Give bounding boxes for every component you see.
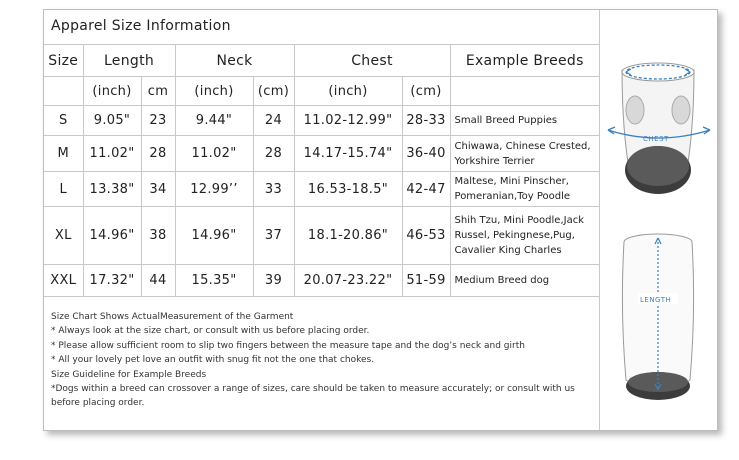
cell-length-inch: 11.02": [83, 136, 141, 172]
header-size: Size: [44, 45, 83, 77]
cell-length-cm: 34: [141, 172, 175, 207]
cell-breeds: Shih Tzu, Mini Poodle,Jack Russel, Pekingnese,Pug, Cavalier King Charles: [450, 207, 599, 265]
cell-neck-cm: 37: [253, 207, 294, 265]
cell-neck-cm: 24: [253, 106, 294, 136]
units-breeds-blank: [450, 77, 599, 106]
cell-size: M: [44, 136, 83, 172]
unit-neck-inch: (inch): [175, 77, 253, 106]
header-length: Length: [83, 45, 175, 77]
cell-chest-inch: 18.1-20.86": [294, 207, 402, 265]
unit-chest-inch: (inch): [294, 77, 402, 106]
measurement-figure-panel: [600, 10, 717, 430]
cell-length-inch: 17.32": [83, 265, 141, 297]
unit-length-inch: (inch): [83, 77, 141, 106]
garment-top-view-icon: [622, 63, 694, 194]
cell-neck-inch: 9.44": [175, 106, 253, 136]
table-row: [44, 265, 599, 297]
cell-size: XL: [44, 207, 83, 265]
cell-length-cm: 23: [141, 106, 175, 136]
header-breeds: Example Breeds: [450, 45, 599, 77]
chest-label: CHEST: [643, 135, 669, 143]
cell-size: XXL: [44, 265, 83, 297]
cell-neck-cm: 33: [253, 172, 294, 207]
size-chart-card: [43, 9, 718, 431]
length-label: LENGTH: [640, 296, 672, 304]
cell-chest-inch: 16.53-18.5": [294, 172, 402, 207]
table-row: [44, 172, 599, 207]
cell-breeds: Medium Breed dog: [450, 265, 599, 297]
unit-chest-cm: (cm): [402, 77, 450, 106]
cell-chest-inch: 20.07-23.22": [294, 265, 402, 297]
cell-size: L: [44, 172, 83, 207]
cell-length-cm: 38: [141, 207, 175, 265]
measurement-diagram: [600, 10, 717, 430]
table-row: [44, 136, 599, 172]
cell-neck-inch: 11.02": [175, 136, 253, 172]
table-row: [44, 207, 599, 265]
note-line: *Dogs within a breed can crossover a range of sizes, care should be taken to measure accurately; or consult with us: [51, 384, 575, 395]
cell-chest-cm: 51-59: [402, 265, 450, 297]
note-line: * Please allow sufficient room to slip two fingers between the measure tape and the dog’s neck and girth: [51, 340, 525, 351]
cell-neck-inch: 12.99’’: [175, 172, 253, 207]
cell-neck-inch: 14.96": [175, 207, 253, 265]
cell-length-cm: 28: [141, 136, 175, 172]
units-row: [44, 77, 599, 106]
note-line: * Always look at the size chart, or consult with us before placing order.: [51, 326, 370, 337]
note-line: Size Guideline for Example Breeds: [51, 369, 207, 380]
cell-chest-cm: 36-40: [402, 136, 450, 172]
cell-breeds: Chiwawa, Chinese Crested, Yorkshire Terrier: [450, 136, 599, 172]
size-notes: [51, 310, 596, 411]
size-chart-panel: [44, 10, 599, 430]
cell-chest-cm: 42-47: [402, 172, 450, 207]
note-line: before placing order.: [51, 398, 145, 409]
header-row: [44, 45, 599, 77]
cell-chest-inch: 11.02-12.99": [294, 106, 402, 136]
cell-chest-cm: 46-53: [402, 207, 450, 265]
cell-breeds: Small Breed Puppies: [450, 106, 599, 136]
unit-neck-cm: (cm): [253, 77, 294, 106]
cell-neck-inch: 15.35": [175, 265, 253, 297]
cell-neck-cm: 28: [253, 136, 294, 172]
cell-chest-inch: 14.17-15.74": [294, 136, 402, 172]
table-row: [44, 106, 599, 136]
unit-length-cm: cm: [141, 77, 175, 106]
note-line: Size Chart Shows ActualMeasurement of the Garment: [51, 312, 294, 322]
cell-size: S: [44, 106, 83, 136]
cell-length-cm: 44: [141, 265, 175, 297]
cell-length-inch: 13.38": [83, 172, 141, 207]
size-table: [44, 44, 599, 297]
cell-length-inch: 9.05": [83, 106, 141, 136]
note-line: * All your lovely pet love an outfit with snug fit not the one that chokes.: [51, 355, 375, 366]
header-chest: Chest: [294, 45, 450, 77]
header-neck: Neck: [175, 45, 294, 77]
cell-breeds: Maltese, Mini Pinscher, Pomeranian,Toy Poodle: [450, 172, 599, 207]
cell-chest-cm: 28-33: [402, 106, 450, 136]
cell-neck-cm: 39: [253, 265, 294, 297]
units-size-blank: [44, 77, 83, 106]
cell-length-inch: 14.96": [83, 207, 141, 265]
chart-title: Apparel Size Information: [51, 18, 231, 34]
